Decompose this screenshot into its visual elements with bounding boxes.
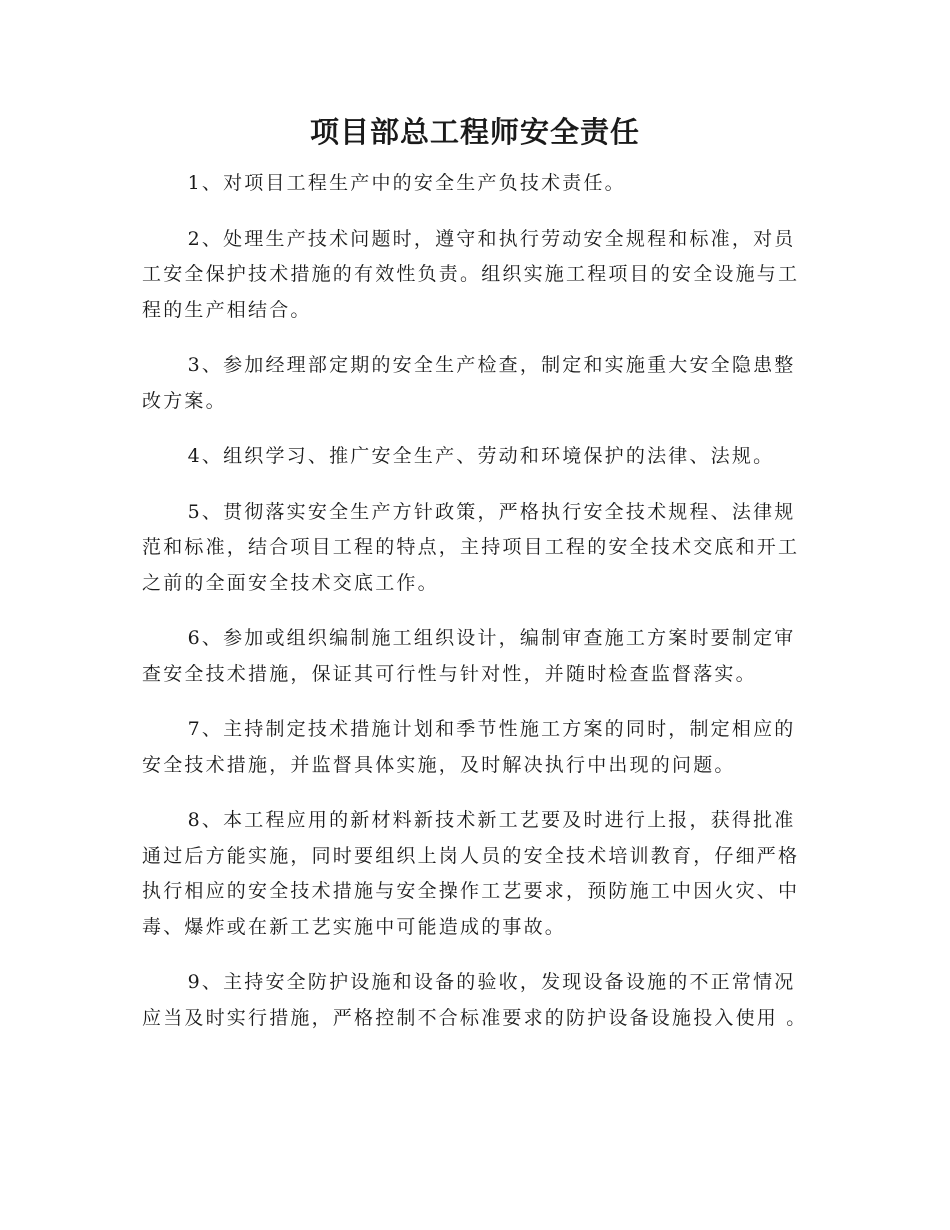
- paragraph-4: 4、组织学习、推广安全生产、劳动和环境保护的法律、法规。: [187, 445, 775, 467]
- paragraph-7: 7、主持制定技术措施计划和季节性施工方案的同时，制定相应的安全技术措施，并监督具体实施，及时解决执行中出现的问题。: [142, 718, 796, 776]
- paragraph-3: 3、参加经理部定期的安全生产检查，制定和实施重大安全隐患整改方案。: [142, 354, 796, 412]
- document-title: 项目部总工程师安全责任: [309, 115, 640, 149]
- paragraph-8: 8、本工程应用的新材料新技术新工艺要及时进行上报，获得批准通过后方能实施，同时要组织上岗人员的安全技术培训教育，仔细严格执行相应的安全技术措施与安全操作工艺要求，预防施工中因火灾、中毒、爆炸或在新工艺实施中可能造成的事故。: [142, 809, 800, 938]
- paragraph-5: 5、贯彻落实安全生产方针政策，严格执行安全技术规程、法律规范和标准，结合项目工程的特点，主持项目工程的安全技术交底和开工之前的全面安全技术交底工作。: [142, 500, 800, 594]
- paragraph-1: 1、对项目工程生产中的安全生产负技术责任。: [187, 172, 626, 194]
- paragraph-6: 6、参加或组织编制施工组织设计，编制审查施工方案时要制定审查安全技术措施，保证其可行性与针对性，并随时检查监督落实。: [142, 627, 796, 685]
- paragraph-2: 2、处理生产技术问题时，遵守和执行劳动安全规程和标准，对员工安全保护技术措施的有效性负责。组织实施工程项目的安全设施与工程的生产相结合。: [142, 227, 800, 321]
- document-body: [142, 166, 810, 1056]
- paragraph-9: 9、主持安全防护设施和设备的验收，发现设备设施的不正常情况应当及时实行措施，严格控制不合标准要求的防护设备设施投入使用 。: [142, 971, 808, 1029]
